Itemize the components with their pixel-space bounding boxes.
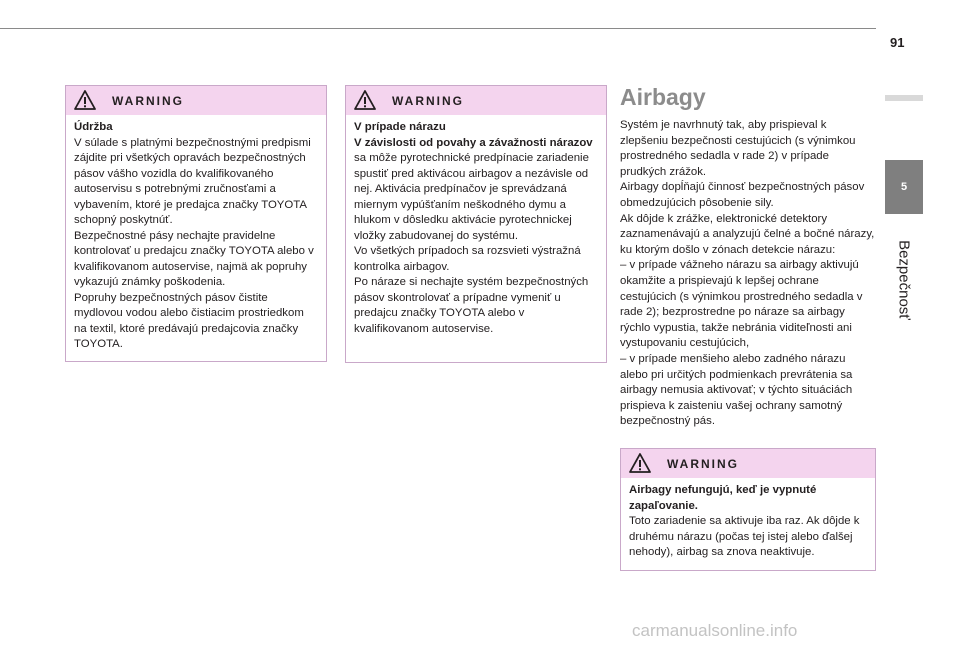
warning-subtitle: V prípade nárazu	[354, 121, 446, 133]
warning-triangle-icon	[74, 89, 96, 111]
paragraph-3: Ak dôjde k zrážke, elektronické detektory zaznamenávajú a analyzujú čelné a bočné nárazy, ku ktorým došlo v zónach detekcie nárazu:	[620, 212, 875, 256]
paragraph-1: Systém je navrhnutý tak, aby prispieval k zlepšeniu bezpečnosti cestujúcich (s výnimkou prostredného sedadla v rade 2) v prípade prudkých zrážok.	[620, 119, 856, 178]
warning-text-3: Po náraze si nechajte systém bezpečnostných pásov skontrolovať a prípadne vymeniť u predajcu značky TOYOTA alebo v kvalifikovanom autoservise.	[354, 276, 589, 335]
warning-header	[621, 449, 875, 478]
warning-box-ignition	[620, 448, 876, 571]
section-heading: Airbagy	[620, 84, 706, 110]
section-body	[620, 118, 876, 430]
chapter-title: Bezpečnosť	[895, 240, 913, 320]
warning-body	[621, 478, 875, 569]
warning-header	[66, 86, 326, 115]
warning-text-3: Popruhy bezpečnostných pásov čistite mydlovou vodou alebo čistiacim prostriedkom na textil, ktoré predávajú predajcovia značky TOYOTA.	[74, 291, 304, 350]
warning-triangle-icon	[629, 452, 651, 474]
chapter-tab	[885, 160, 923, 214]
warning-text: Toto zariadenie sa aktivuje iba raz. Ak dôjde k druhému nárazu (počas tej istej alebo ďalšej nehody), airbag sa znova neaktivuje.	[629, 515, 860, 558]
chapter-number: 5	[900, 181, 908, 193]
warning-text: V súlade s platnými bezpečnostnými predpismi zájdite pri všetkých opravách bezpečnostných pásov vášho vozidla do kvalifikovaného autoservisu s potrebnými zručnosťami a vybavením, ktoré je predajca značky TOYOTA schopný poskytnúť.	[74, 136, 311, 226]
warning-lead	[354, 136, 598, 245]
paragraph-4: – v prípade vážneho nárazu sa airbagy aktivujú okamžite a prispievajú k lepšej ochrane cestujúcich (s výnimkou prostredného sedadla v rade 2); bezprostredne po náraze sa airbagy rýchlo vypustia, takže nebránia viditeľnosti ani vystupovaniu cestujúcich,	[620, 259, 863, 350]
paragraph-2: Airbagy dopĺňajú činnosť bezpečnostných pásov obmedzujúcich pôsobenie sily.	[620, 181, 865, 209]
warning-title: WARNING	[112, 93, 184, 108]
airbags-section	[620, 80, 876, 430]
watermark: carmanualsonline.info	[632, 621, 798, 640]
warning-lead-rest: sa môže pyrotechnické predpínacie zariadenie spustiť pred aktivácou airbagov a nezávisle od nej. Aktivácia predpínačov je sprevádzaná miernym vypúšťaním neškodného dymu a hlukom v dôsledku aktivácie pyrotechnickej vložky zabudovanej do systému.	[354, 152, 589, 242]
warning-box-maintenance	[65, 85, 327, 362]
warning-lead-bold: V závislosti od povahy a závažnosti nárazov	[354, 136, 593, 149]
warning-subtitle: Údržba	[74, 121, 113, 133]
warning-header	[346, 86, 606, 115]
header-rule	[0, 28, 876, 29]
warning-body	[346, 115, 606, 345]
warning-text-2: Bezpečnostné pásy nechajte pravidelne kontrolovať u predajcu značky TOYOTA alebo v kvalifikovanom autoservise, najmä ak popruhy vykazujú známky poškodenia.	[74, 229, 314, 288]
side-tab-top	[885, 95, 923, 101]
warning-subtitle: Airbagy nefungujú, keď je vypnuté zapaľovanie.	[629, 484, 817, 512]
warning-title: WARNING	[667, 456, 739, 471]
warning-box-collision	[345, 85, 607, 363]
warning-body	[66, 115, 326, 361]
warning-triangle-icon	[354, 89, 376, 111]
warning-title: WARNING	[392, 93, 464, 108]
warning-text-2: Vo všetkých prípadoch sa rozsvieti výstražná kontrolka airbagov.	[354, 245, 581, 273]
paragraph-5: – v prípade menšieho alebo zadného nárazu alebo pri určitých podmienkach prevrátenia sa airbagy nemusia aktivovať; v týchto situáciách prispieva k zaisteniu vašej ochrany samotný bezpečnostný pás.	[620, 352, 853, 428]
page-number: 91	[890, 35, 905, 50]
